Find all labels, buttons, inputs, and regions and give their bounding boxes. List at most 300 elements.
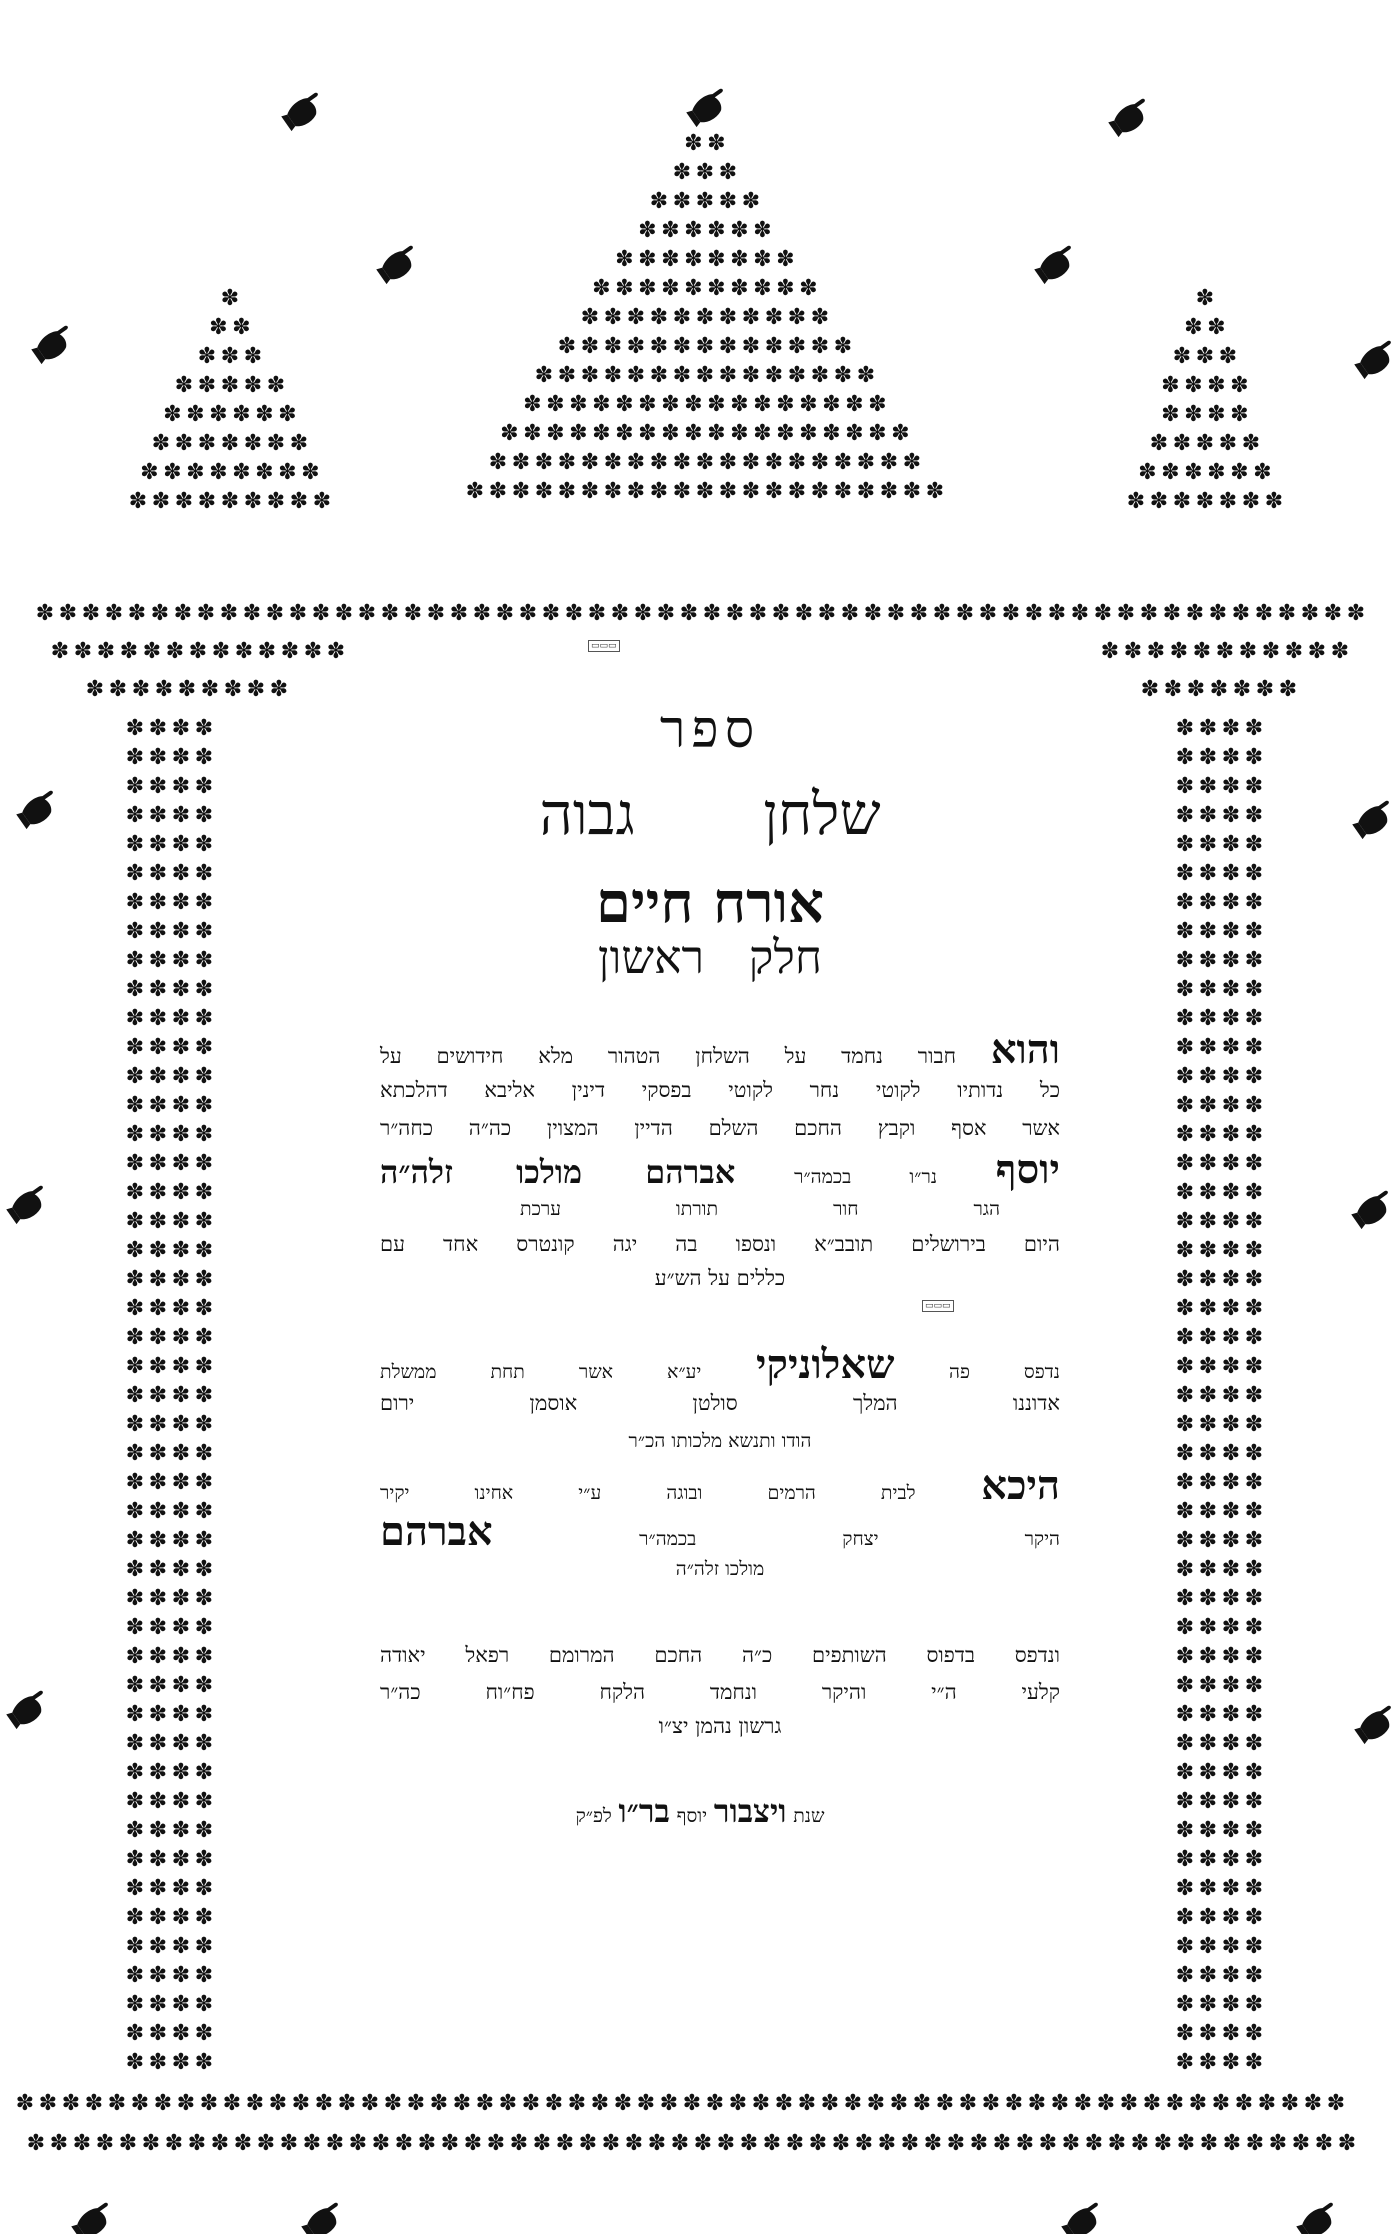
body-line-4 <box>380 1146 1060 1193</box>
ornament-glyph: ✽ <box>148 1876 168 1901</box>
ornament-glyph: ✽ <box>739 2131 759 2156</box>
ornament-glyph: ✽ <box>900 2131 920 2156</box>
ornament-glyph: ✽ <box>615 421 634 446</box>
ornament-glyph: ✽ <box>1221 1325 1241 1350</box>
ornament-glyph: ✽ <box>661 392 680 417</box>
ornament-glyph: ✽ <box>1221 803 1241 828</box>
ornament-glyph: ✽ <box>211 639 231 664</box>
ornament-glyph: ✽ <box>187 2131 207 2156</box>
ornament-glyph: ✽ <box>523 421 542 446</box>
ornament-glyph: ✽ <box>787 305 807 330</box>
ornament-glyph: ✽ <box>171 1760 191 1785</box>
year-big2: בר״ו <box>618 1792 670 1830</box>
ornament-glyph: ✽ <box>1221 1934 1241 1959</box>
ornament-glyph: ✽ <box>753 276 772 301</box>
ornament-glyph: ✽ <box>148 1615 168 1640</box>
ornament-glyph: ✽ <box>946 2131 966 2156</box>
ornament-glyph: ✽ <box>1175 1586 1195 1611</box>
ornament-glyph: ✽ <box>148 1789 168 1814</box>
ornament-glyph: ✽ <box>265 601 285 626</box>
ornament-glyph: ✽ <box>762 2131 782 2156</box>
ornament-glyph: ✽ <box>1221 919 1241 944</box>
ornament-glyph: ✽ <box>672 189 692 214</box>
ornament-glyph: ✽ <box>695 189 715 214</box>
print-line-4 <box>380 1462 1060 1509</box>
ornament-glyph: ✽ <box>177 677 197 702</box>
ornament-glyph: ✽ <box>1176 2131 1196 2156</box>
ornament-glyph: ✽ <box>1221 1354 1241 1379</box>
ornament-glyph: ✽ <box>1175 2050 1195 2075</box>
ornament-glyph: ✽ <box>125 1673 145 1698</box>
ornament-glyph: ✽ <box>992 2131 1012 2156</box>
ornament-glyph: ✽ <box>707 276 726 301</box>
ornament-glyph: ✽ <box>868 421 887 446</box>
print-line-4-text: לבית הרמים ובוגה ע״י אחינו יקיר <box>380 1482 916 1504</box>
ornament-glyph: ✽ <box>194 803 214 828</box>
ornament-glyph: ✽ <box>176 2091 196 2116</box>
ornament-glyph: ✽ <box>104 601 124 626</box>
ornament-glyph: ✽ <box>171 1470 191 1495</box>
ornament-glyph: ✽ <box>148 1383 168 1408</box>
ornament-glyph: ✽ <box>125 1934 145 1959</box>
ornament-glyph: ✽ <box>171 1963 191 1988</box>
ornament-glyph: ✽ <box>171 1876 191 1901</box>
ornament-glyph: ✽ <box>171 1064 191 1089</box>
ornament-glyph: ✽ <box>188 639 208 664</box>
ornament-glyph: ✽ <box>1198 1151 1218 1176</box>
ornament-glyph: ✽ <box>1244 1296 1264 1321</box>
ornament-glyph: ✽ <box>171 977 191 1002</box>
ornament-glyph: ✽ <box>1084 2131 1104 2156</box>
ornament-glyph: ✽ <box>854 2131 874 2156</box>
ornament-glyph: ✽ <box>684 421 703 446</box>
ornament-glyph: ✽ <box>151 489 171 514</box>
ornament-glyph: ✽ <box>1222 2131 1242 2156</box>
ornament-glyph: ✽ <box>969 2131 989 2156</box>
ornament-glyph: ✽ <box>194 1325 214 1350</box>
ornament-glyph: ✽ <box>1175 1325 1195 1350</box>
ornament-glyph: ✽ <box>148 1238 168 1263</box>
ornament-glyph: ✽ <box>707 421 726 446</box>
ornament-glyph: ✽ <box>223 677 243 702</box>
ornament-glyph: ✽ <box>1244 1064 1264 1089</box>
ornament-glyph: ✽ <box>544 2091 564 2116</box>
ornament-glyph: ✽ <box>125 832 145 857</box>
ornament-glyph: ✽ <box>693 2131 713 2156</box>
ornament-glyph: ✽ <box>312 489 332 514</box>
ornament-glyph: ✽ <box>810 363 830 388</box>
ornament-glyph: ✽ <box>817 601 837 626</box>
ornament-glyph: ✽ <box>148 1354 168 1379</box>
ornament-glyph: ✽ <box>509 2131 529 2156</box>
ornament-glyph: ✽ <box>649 479 669 504</box>
ornament-glyph: ✽ <box>1175 803 1195 828</box>
ornament-glyph: ✽ <box>171 1180 191 1205</box>
ornament-glyph: ✽ <box>148 1209 168 1234</box>
ornament-glyph: ✽ <box>194 1296 214 1321</box>
ornament-glyph: ✽ <box>38 2091 58 2116</box>
body-line-7 <box>380 1268 1060 1289</box>
ornament-glyph: ✽ <box>266 373 286 398</box>
ornament-glyph: ✽ <box>1175 745 1195 770</box>
ornament-glyph: ✽ <box>741 450 761 475</box>
ornament-glyph: ✽ <box>194 1586 214 1611</box>
ornament-glyph: ✽ <box>380 601 400 626</box>
ornament-glyph: ✽ <box>194 1064 214 1089</box>
ornament-glyph: ✽ <box>902 450 922 475</box>
ornament-glyph: ✽ <box>194 1847 214 1872</box>
ornament-glyph: ✽ <box>125 1731 145 1756</box>
ornament-glyph: ✽ <box>1244 832 1264 857</box>
ornament-glyph: ✽ <box>511 450 531 475</box>
ornament-glyph: ✽ <box>833 479 853 504</box>
ornament-glyph: ✽ <box>748 601 768 626</box>
ornament-glyph: ✽ <box>518 601 538 626</box>
ornament-glyph: ✽ <box>1254 601 1274 626</box>
ornament-glyph: ✽ <box>200 677 220 702</box>
ornament-glyph: ✽ <box>1221 1847 1241 1872</box>
ornament-glyph: ✽ <box>1221 1499 1241 1524</box>
ornament-glyph: ✽ <box>194 1876 214 1901</box>
ornament-glyph: ✽ <box>278 402 297 427</box>
ornament-glyph: ✽ <box>661 421 680 446</box>
ornament-glyph: ✽ <box>1221 1760 1241 1785</box>
ornament-glyph: ✽ <box>148 1557 168 1582</box>
ornament-glyph: ✽ <box>776 276 795 301</box>
body-line-1 <box>380 1026 1060 1073</box>
ornament-glyph: ✽ <box>171 1789 191 1814</box>
ornament-glyph: ✽ <box>148 1441 168 1466</box>
ornament-glyph: ✽ <box>1175 1905 1195 1930</box>
ornament-glyph: ✽ <box>1175 1093 1195 1118</box>
ornament-glyph: ✽ <box>1234 2091 1254 2116</box>
ornament-glyph: ✽ <box>1130 2131 1150 2156</box>
ornament-glyph: ✽ <box>649 305 669 330</box>
ornament-glyph: ✽ <box>856 479 876 504</box>
ornament-glyph: ✽ <box>615 276 634 301</box>
ornament-glyph: ✽ <box>1244 1383 1264 1408</box>
ornament-glyph: ✽ <box>173 601 193 626</box>
ornament-glyph: ✽ <box>164 2131 184 2156</box>
ornament-glyph: ✽ <box>1244 890 1264 915</box>
ornament-glyph: ✽ <box>171 716 191 741</box>
ornament-glyph: ✽ <box>672 160 692 185</box>
ornament-glyph: ✽ <box>197 373 217 398</box>
ornament-glyph: ✽ <box>1198 1325 1218 1350</box>
ornament-glyph: ✽ <box>194 1354 214 1379</box>
ornament-glyph: ✽ <box>148 1963 168 1988</box>
ornament-glyph: ✽ <box>1221 716 1241 741</box>
ornament-glyph: ✽ <box>1244 1122 1264 1147</box>
ornament-glyph: ✽ <box>1198 1122 1218 1147</box>
partners-line-1 <box>380 1645 1060 1666</box>
ornament-glyph: ✽ <box>1198 1644 1218 1669</box>
ornament-glyph: ✽ <box>125 1412 145 1437</box>
ornament-glyph: ✽ <box>603 363 623 388</box>
ornament-glyph: ✽ <box>1192 639 1212 664</box>
ornament-glyph: ✽ <box>148 1905 168 1930</box>
ornament-glyph: ✽ <box>1238 639 1258 664</box>
ornament-glyph: ✽ <box>194 919 214 944</box>
ornament-glyph: ✽ <box>119 639 139 664</box>
ornament-glyph: ✽ <box>171 919 191 944</box>
ornament-glyph: ✽ <box>266 489 286 514</box>
ornament-glyph: ✽ <box>1244 1528 1264 1553</box>
ornament-glyph: ✽ <box>326 639 346 664</box>
ornament-glyph: ✽ <box>1221 745 1241 770</box>
ornament-glyph: ✽ <box>463 2131 483 2156</box>
ornament-glyph: ✽ <box>1244 1441 1264 1466</box>
ornament-glyph: ✽ <box>1221 1731 1241 1756</box>
ornament-glyph: ✽ <box>1175 1644 1195 1669</box>
ornament-glyph: ✽ <box>764 479 784 504</box>
ornament-glyph: ✽ <box>130 2091 150 2116</box>
ornament-glyph: ✽ <box>125 1354 145 1379</box>
ornament-glyph: ✽ <box>1188 2091 1208 2116</box>
ornament-glyph: ✽ <box>125 1702 145 1727</box>
ornament-glyph: ✽ <box>592 421 611 446</box>
ornament-glyph: ✽ <box>587 601 607 626</box>
ornament-glyph: ✽ <box>148 890 168 915</box>
ornament-glyph: ✽ <box>1198 919 1218 944</box>
ornament-glyph: ✽ <box>1244 803 1264 828</box>
pointing-hand-icon <box>70 2199 119 2234</box>
ornament-glyph: ✽ <box>1175 1354 1195 1379</box>
ornament-glyph: ✽ <box>684 276 703 301</box>
ornament-glyph: ✽ <box>171 1122 191 1147</box>
ornament-glyph: ✽ <box>171 1412 191 1437</box>
ornament-glyph: ✽ <box>334 601 354 626</box>
ornament-glyph: ✽ <box>1244 745 1264 770</box>
ornament-glyph: ✽ <box>1326 2091 1346 2116</box>
ornament-glyph: ✽ <box>72 2131 92 2156</box>
ornament-glyph: ✽ <box>684 247 703 272</box>
ornament-glyph: ✽ <box>209 460 228 485</box>
ornament-glyph: ✽ <box>891 421 910 446</box>
ornament-glyph: ✽ <box>521 2091 541 2116</box>
ornament-glyph: ✽ <box>580 305 600 330</box>
ornament-glyph: ✽ <box>1175 1064 1195 1089</box>
ornament-glyph: ✽ <box>171 1644 191 1669</box>
ornament-glyph: ✽ <box>1207 460 1226 485</box>
ornament-glyph: ✽ <box>603 450 623 475</box>
ornament-glyph: ✽ <box>707 218 726 243</box>
ornament-glyph: ✽ <box>194 1992 214 2017</box>
ornament-glyph: ✽ <box>194 948 214 973</box>
ornament-glyph: ✽ <box>624 2131 644 2156</box>
ornament-glyph: ✽ <box>1146 639 1166 664</box>
ornament-glyph: ✽ <box>626 334 646 359</box>
ornament-glyph: ✽ <box>118 2131 138 2156</box>
ornament-glyph: ✽ <box>1221 1905 1241 1930</box>
ornament-glyph: ✽ <box>555 2131 575 2156</box>
ornament-glyph: ✽ <box>1195 286 1215 311</box>
ornament-glyph: ✽ <box>695 363 715 388</box>
ornament-glyph: ✽ <box>171 1586 191 1611</box>
ornament-glyph: ✽ <box>194 1180 214 1205</box>
ornament-glyph: ✽ <box>1221 1702 1241 1727</box>
ornament-glyph: ✽ <box>679 601 699 626</box>
ornament-glyph: ✽ <box>1184 315 1203 340</box>
ornament-glyph: ✽ <box>1244 1731 1264 1756</box>
ornament-glyph: ✽ <box>194 1731 214 1756</box>
ornament-glyph: ✽ <box>1218 344 1238 369</box>
pointing-hand-icon <box>1353 1702 1400 1746</box>
ornament-glyph: ✽ <box>154 677 174 702</box>
ornament-glyph: ✽ <box>148 1847 168 1872</box>
ornament-glyph: ✽ <box>148 1325 168 1350</box>
ornament-glyph: ✽ <box>1198 1267 1218 1292</box>
ornament-glyph: ✽ <box>1153 2131 1173 2156</box>
ornament-glyph: ✽ <box>1175 948 1195 973</box>
ornament-glyph: ✽ <box>661 247 680 272</box>
ornament-glyph: ✽ <box>1198 1905 1218 1930</box>
ornament-glyph: ✽ <box>1221 1963 1241 1988</box>
ornament-glyph: ✽ <box>1244 1238 1264 1263</box>
ornament-glyph: ✽ <box>1221 1615 1241 1640</box>
ornament-glyph: ✽ <box>488 450 508 475</box>
ornament-glyph: ✽ <box>532 2131 552 2156</box>
ornament-glyph: ✽ <box>718 450 738 475</box>
ornament-glyph: ✽ <box>1175 1963 1195 1988</box>
ornament-glyph: ✽ <box>1175 2021 1195 2046</box>
ornament-glyph: ✽ <box>1015 2131 1035 2156</box>
ornament-glyph: ✽ <box>163 402 182 427</box>
ornament-glyph: ✽ <box>649 189 669 214</box>
ornament-glyph: ✽ <box>626 450 646 475</box>
ornament-glyph: ✽ <box>171 1238 191 1263</box>
ornament-glyph: ✽ <box>1244 1615 1264 1640</box>
ornament-glyph: ✽ <box>148 774 168 799</box>
ornament-glyph: ✽ <box>85 677 105 702</box>
partners-line-3-text: גרשון נהמן יצ״ו <box>658 1714 782 1738</box>
ornament-glyph: ✽ <box>194 1934 214 1959</box>
ornament-glyph: ✽ <box>125 1470 145 1495</box>
ornament-glyph: ✽ <box>1221 1035 1241 1060</box>
ornament-glyph: ✽ <box>429 2091 449 2116</box>
ornament-glyph: ✽ <box>171 1847 191 1872</box>
ornament-glyph: ✽ <box>486 2131 506 2156</box>
ornament-glyph: ✽ <box>1244 1586 1264 1611</box>
ornament-glyph: ✽ <box>148 1093 168 1118</box>
ornament-glyph: ✽ <box>1221 1006 1241 1031</box>
ornament-glyph: ✽ <box>125 1499 145 1524</box>
ornament-glyph: ✽ <box>148 832 168 857</box>
ornament-glyph: ✽ <box>197 344 217 369</box>
ornament-glyph: ✽ <box>1244 861 1264 886</box>
ornament-glyph: ✽ <box>125 1557 145 1582</box>
ornament-glyph: ✽ <box>557 363 577 388</box>
ornament-glyph: ✽ <box>125 1876 145 1901</box>
ornament-glyph: ✽ <box>171 1702 191 1727</box>
title-part-one: חלק ראשון <box>597 930 823 984</box>
ornament-glyph: ✽ <box>255 460 274 485</box>
ornament-glyph: ✽ <box>638 247 657 272</box>
ornament-glyph: ✽ <box>171 1905 191 1930</box>
ornament-glyph: ✽ <box>220 489 240 514</box>
year-post: לפ״ק <box>575 1805 612 1827</box>
ornament-glyph: ✽ <box>125 1847 145 1872</box>
ornament-glyph: ✽ <box>567 2091 587 2116</box>
ornament-glyph: ✽ <box>1175 1731 1195 1756</box>
ornament-glyph: ✽ <box>603 334 623 359</box>
ornament-glyph: ✽ <box>266 431 286 456</box>
ornament-glyph: ✽ <box>417 2131 437 2156</box>
ornament-glyph: ✽ <box>1207 402 1226 427</box>
ornament-glyph: ✽ <box>1070 601 1090 626</box>
body-line-4-text: נר״ו בכמה״ר <box>794 1166 938 1188</box>
body-line-2 <box>380 1080 1060 1101</box>
ornament-glyph: ✽ <box>148 1818 168 1843</box>
ornament-glyph: ✽ <box>1261 639 1281 664</box>
ornament-glyph: ✽ <box>1198 1731 1218 1756</box>
ornament-glyph: ✽ <box>716 2131 736 2156</box>
body-line-3-text: אשר אסף וקבץ החכם השלם הדיין המצוין כה״ה כחה״ר <box>380 1116 1060 1140</box>
ornament-glyph: ✽ <box>194 1470 214 1495</box>
ornament-glyph: ✽ <box>1337 2131 1357 2156</box>
ornament-glyph: ✽ <box>1244 1093 1264 1118</box>
ornament-glyph: ✽ <box>702 601 722 626</box>
ornament-glyph: ✽ <box>348 2131 368 2156</box>
ornament-glyph: ✽ <box>741 363 761 388</box>
ornament-glyph: ✽ <box>1198 1035 1218 1060</box>
pointing-hand-icon <box>1107 95 1156 139</box>
ornament-glyph: ✽ <box>1307 639 1327 664</box>
ornament-glyph: ✽ <box>194 977 214 1002</box>
ornament-glyph: ✽ <box>718 160 738 185</box>
ornament-glyph: ✽ <box>194 1499 214 1524</box>
ornament-glyph: ✽ <box>1175 716 1195 741</box>
ornament-glyph: ✽ <box>194 1412 214 1437</box>
ornament-glyph: ✽ <box>148 1702 168 1727</box>
ornament-glyph: ✽ <box>1208 601 1228 626</box>
ornament-glyph: ✽ <box>171 1528 191 1553</box>
ornament-glyph: ✽ <box>1244 1557 1264 1582</box>
ornament-glyph: ✽ <box>1186 677 1206 702</box>
ornament-glyph: ✽ <box>1175 1673 1195 1698</box>
ornament-glyph: ✽ <box>150 601 170 626</box>
ornament-glyph: ✽ <box>1244 2021 1264 2046</box>
ornament-glyph: ✽ <box>125 2021 145 2046</box>
ornament-glyph: ✽ <box>125 1905 145 1930</box>
ornament-glyph: ✽ <box>1198 1615 1218 1640</box>
ornament-glyph: ✽ <box>125 948 145 973</box>
ornament-glyph: ✽ <box>753 392 772 417</box>
ornament-glyph: ✽ <box>776 247 795 272</box>
ornament-glyph: ✽ <box>845 392 864 417</box>
ornament-glyph: ✽ <box>171 803 191 828</box>
ornament-glyph: ✽ <box>1221 1586 1241 1611</box>
ornament-glyph: ✽ <box>125 1267 145 1292</box>
ornament-glyph: ✽ <box>866 2091 886 2116</box>
ornament-glyph: ✽ <box>1221 1122 1241 1147</box>
ornament-glyph: ✽ <box>1244 919 1264 944</box>
ornament-glyph: ✽ <box>125 919 145 944</box>
ornament-glyph: ✽ <box>148 1412 168 1437</box>
ornament-glyph: ✽ <box>1198 1093 1218 1118</box>
ornament-glyph: ✽ <box>1149 431 1169 456</box>
ornament-glyph: ✽ <box>1198 1963 1218 1988</box>
ornament-glyph: ✽ <box>171 745 191 770</box>
ornament-glyph: ✽ <box>314 2091 334 2116</box>
ornament-glyph: ✽ <box>1244 1006 1264 1031</box>
ornament-glyph: ✽ <box>171 1499 191 1524</box>
ornament-glyph: ✽ <box>303 639 323 664</box>
ornament-glyph: ✽ <box>1244 1151 1264 1176</box>
ornament-glyph: ✽ <box>174 373 194 398</box>
ornament-glyph: ✽ <box>125 774 145 799</box>
ornament-glyph: ✽ <box>233 2131 253 2156</box>
